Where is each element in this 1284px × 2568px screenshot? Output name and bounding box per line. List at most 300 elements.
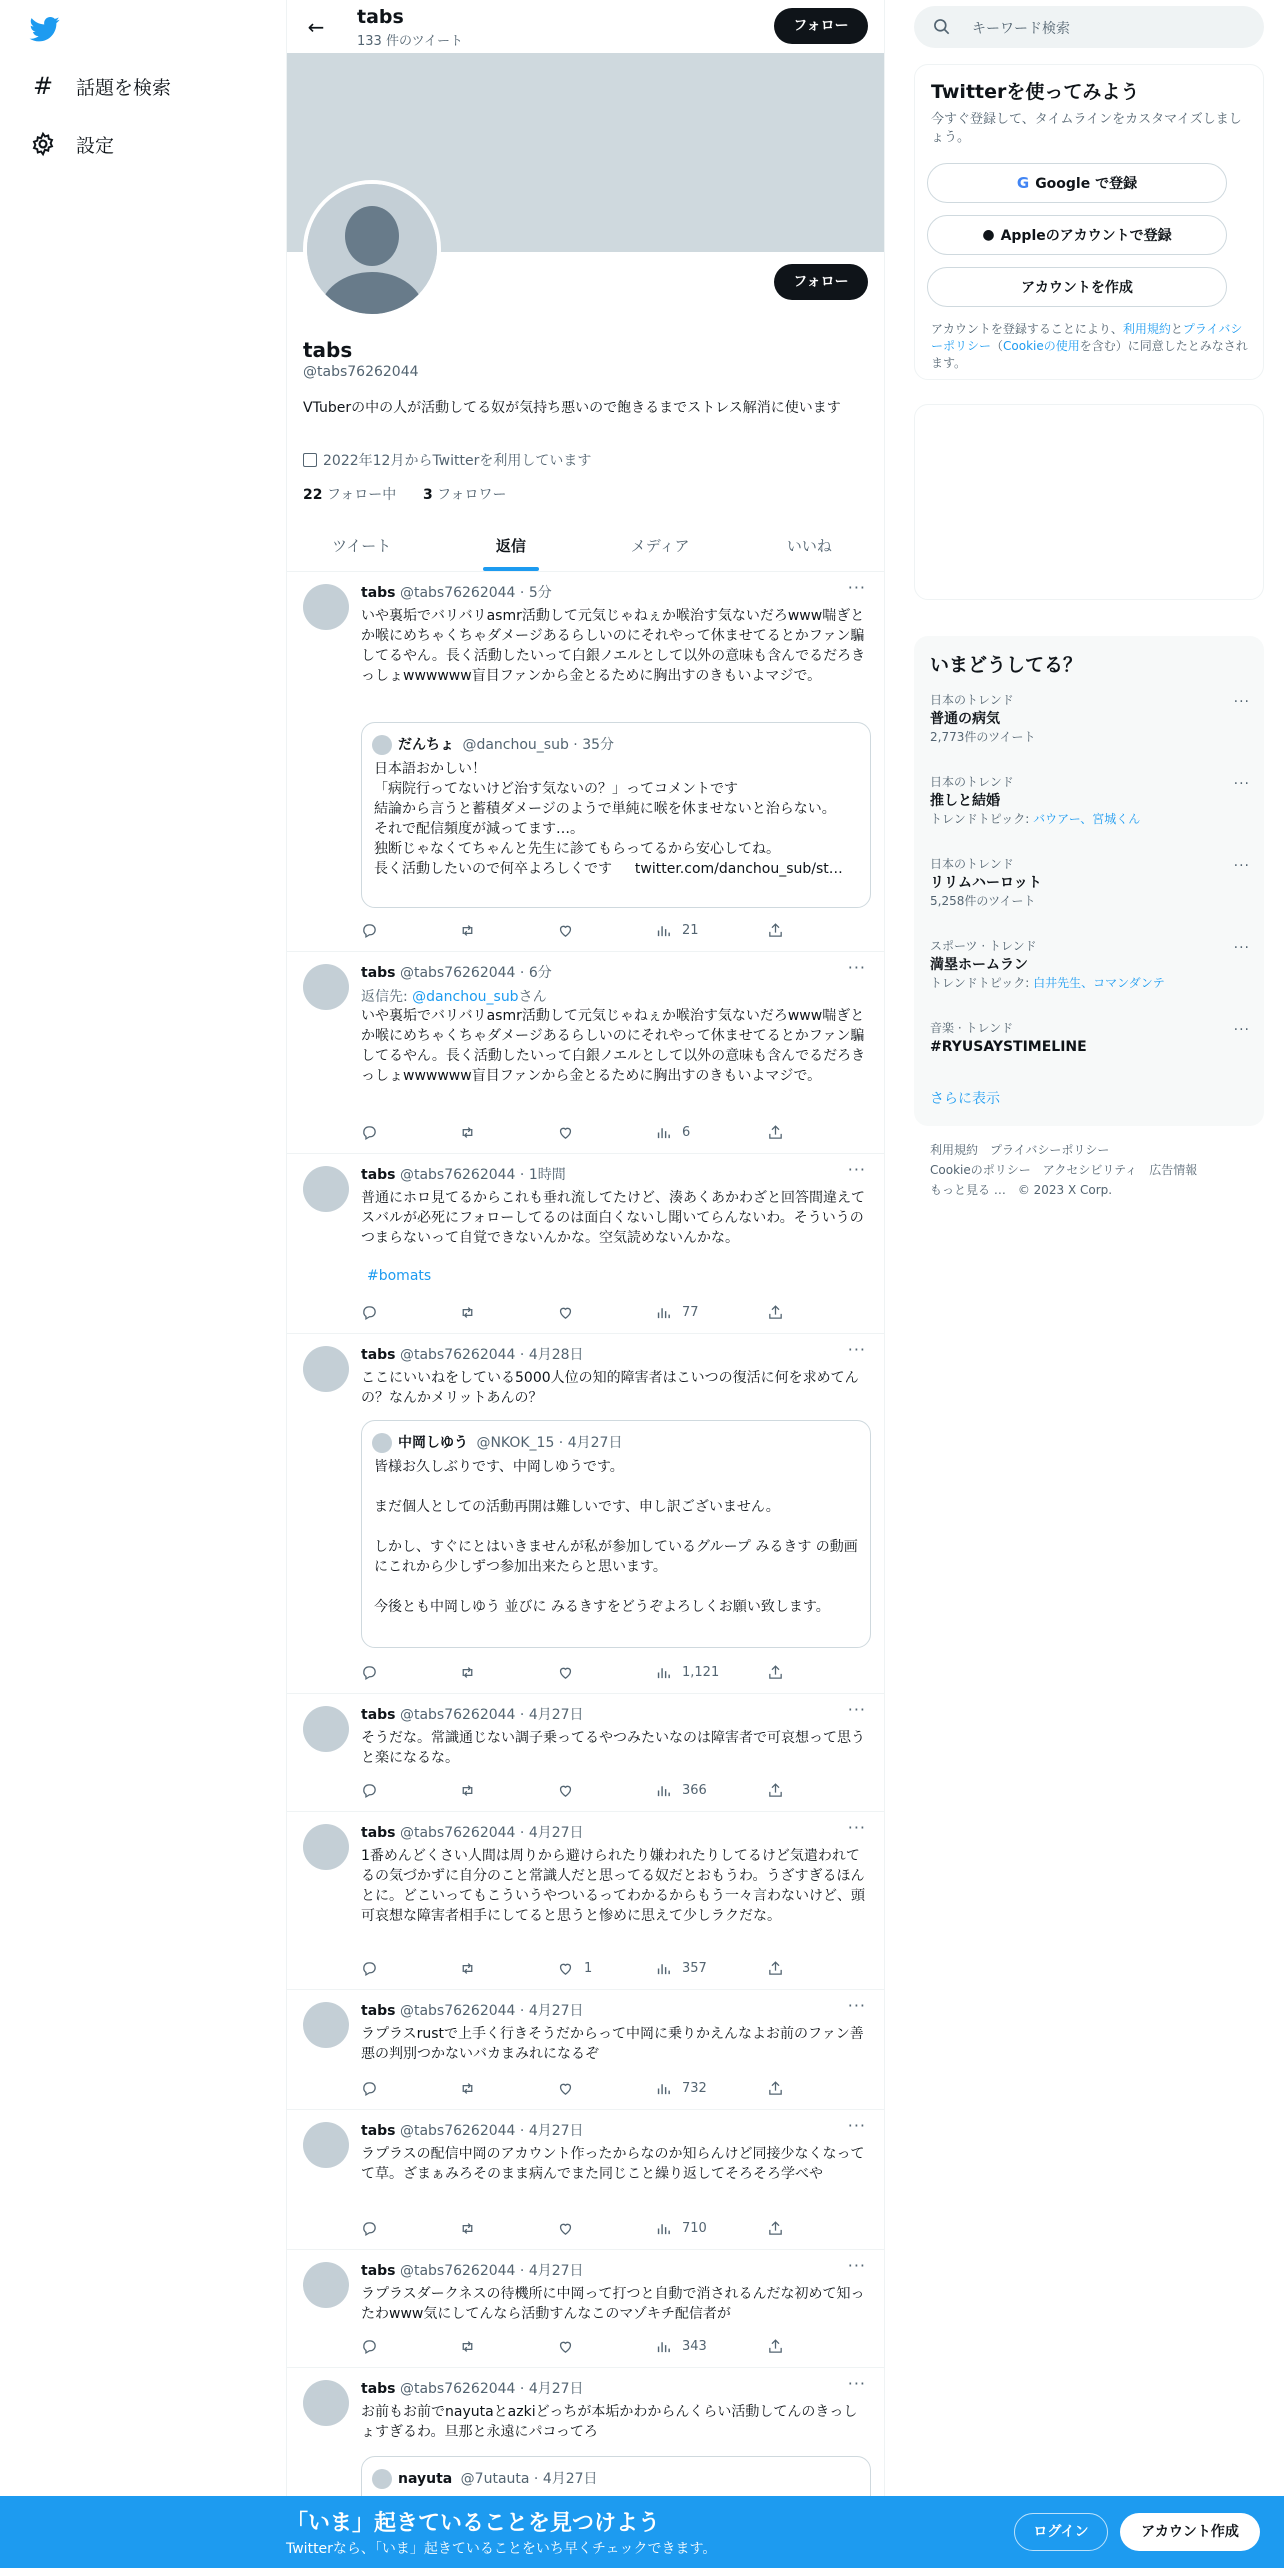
footer-links [930,1140,1250,1200]
trend-name: 普通の病気 [930,711,1000,727]
avatar[interactable] [303,2262,349,2308]
trends-show-more[interactable]: さらに表示 [930,1091,1000,1107]
more-options-icon[interactable]: ··· [847,2374,866,2393]
retweet-button[interactable] [459,1958,486,1978]
quoted-time-separator: · [554,1435,568,1451]
more-options-icon[interactable]: ··· [1233,776,1250,792]
avatar[interactable] [303,1824,349,1870]
like-button[interactable] [557,1122,584,1142]
trend-item[interactable] [930,1020,1250,1057]
tweet-author-handle: @tabs76262044 [399,965,516,981]
bottom-bar-subtitle: Twitterなら、「いま」起きていることをいち早くチェックできます。 [286,2541,717,2557]
trend-topics-prefix: トレンドトピック: [930,976,1034,990]
avatar[interactable] [303,2002,349,2048]
tweet-time-separator: · [515,2263,529,2279]
more-options-icon[interactable]: ··· [847,1160,866,1179]
views-count: 366 [682,1782,707,1798]
like-icon [557,922,574,939]
hashtag-link[interactable]: #bomats [367,1268,432,1284]
trend-category: 日本のトレンド [930,693,1014,707]
tweet-time-separator: · [515,1167,529,1183]
views-count: 357 [682,1960,707,1976]
views-icon [655,922,672,939]
search-input[interactable]: キーワード検索 [972,21,1070,37]
tweet-author-name[interactable]: tabs [361,2263,396,2279]
avatar[interactable] [303,1346,349,1392]
tweet-time-separator: · [515,1347,529,1363]
tweet-author-handle: @tabs76262044 [399,2123,516,2139]
retweet-icon [459,2220,476,2237]
views-icon [655,2338,672,2355]
retweet-icon [459,922,476,939]
empty-card [914,404,1264,600]
footer-privacy[interactable]: プライバシーポリシー [990,1143,1110,1157]
tweet-header [361,2120,584,2140]
retweet-icon [459,1960,476,1977]
reply-button[interactable] [361,2336,388,2356]
share-button[interactable] [767,1302,794,1322]
tweet-text: 普通にホロ見てるからこれも垂れ流してたけど、湊あくあかわざと回答間違えてスバルが必死にフォローしてるのは面白くないし聞いてらんないわ。そういうのつまらないって自覚できないんかな。空気読めないんかな。 [361,1190,865,1246]
quoted-avatar [372,2469,392,2489]
tweet-author-name[interactable]: tabs [361,1707,396,1723]
reply-icon [361,2080,378,2097]
search-box[interactable] [914,6,1264,48]
tweet-author-name[interactable]: tabs [361,585,396,601]
more-options-icon[interactable]: ··· [847,1700,866,1719]
reply-icon [361,1960,378,1977]
share-icon [767,2338,784,2355]
footer-more[interactable]: もっと見る … [930,1183,1006,1197]
apple-signup-button[interactable]: ● Appleのアカウントで登録 [927,215,1227,255]
tweet-time-separator: · [515,1707,529,1723]
like-icon [557,2338,574,2355]
like-count: 1 [584,1960,593,1976]
trend-name: #RYUSAYSTIMELINE [930,1039,1087,1055]
more-options-icon[interactable]: ··· [847,1996,866,2015]
share-button[interactable] [767,2336,794,2356]
tweet[interactable] [287,2250,884,2368]
views-count: 710 [682,2220,707,2236]
login-button[interactable]: ログイン [1014,2513,1108,2551]
default-avatar-icon [307,184,437,314]
joined-text: 2022年12月からTwitterを利用しています [323,453,592,469]
views-count: 77 [682,1304,699,1320]
tweet-time-separator: · [515,2003,529,2019]
tweet-header [361,2260,584,2280]
tweet-header [361,1822,584,1842]
quoted-header [398,2468,598,2488]
tab-replies[interactable]: 返信 [436,520,585,571]
tweet[interactable] [287,2110,884,2250]
tweet[interactable] [287,1154,884,1334]
tweet-author-name[interactable]: tabs [361,2123,396,2139]
trend-item[interactable] [930,938,1250,992]
profile-bio: VTuberの中の人が活動してる奴が気持ち悪いので飽きるまでストレス解消に使います [303,400,841,416]
tweet-text: ラプラスダークネスの待機所に中岡って打つと自動で消されるんだな初めて知ったわwww気にしてんなら活動すんなこのマゾキチ配信者が [361,2286,865,2322]
quoted-text: 日本語おかしい！ 「病院行ってないけど治す気ないの？」ってコメントです 結論から言うと蓄積ダメージのようで単純に喉を休ませないと治らない。 それで配信頻度が減ってます…。 独断じゃなくてちゃんと先生に診てもらってるから安心してね。 長く活動したいので何卒よろしくです twitter.com/danchou_sub/st… [374,761,843,877]
tweet-time[interactable]: 4月27日 [528,1707,584,1723]
back-arrow-icon[interactable]: ← [307,15,325,39]
avatar[interactable] [303,2122,349,2168]
avatar[interactable] [303,1166,349,1212]
share-icon [767,2080,784,2097]
reply-icon [361,1304,378,1321]
reply-icon [361,922,378,939]
trend-topics [930,975,1250,992]
like-icon [557,1124,574,1141]
quoted-tweet[interactable] [361,1420,871,1648]
share-button[interactable] [767,1780,794,1800]
tweet-time[interactable]: 4月27日 [528,2263,584,2279]
reply-context [361,986,547,1006]
tweet-author-name[interactable]: tabs [361,2003,396,2019]
follow-button[interactable]: フォロー [774,264,868,300]
views-count: 21 [682,922,699,938]
share-button[interactable] [767,920,794,940]
create-account-button[interactable]: アカウントを作成 [927,267,1227,307]
tab-likes[interactable]: いいね [786,537,832,555]
trends-card [914,636,1264,1126]
more-options-icon[interactable]: ··· [1233,694,1250,710]
views-button[interactable] [655,1662,719,1682]
avatar[interactable] [303,964,349,1010]
profile-name: tabs [303,338,353,362]
tweet-time[interactable]: 4月28日 [528,1347,584,1363]
views-icon [655,2220,672,2237]
quoted-author-name: 中岡しゆう [398,1435,468,1451]
retweet-button[interactable] [459,1780,486,1800]
quoted-tweet[interactable] [361,722,871,908]
tweet-text: ラプラスの配信中岡のアカウント作ったからなのか知らんけど同接少なくなってて草。ざまぁみろそのまま病んでまた同じこと繰り返してそろそろ学べや [361,2146,865,2182]
tweet-text: 1番めんどくさい人間は周りから避けられたり嫌われたりしてるけど気遣われてるの気づかずに自分のこと常識人だと思ってる奴だとおもうわ。うざすぎるほんとに。どこいってもこういうやついるってわかるからもう一々言わないけど、頭可哀想な障害者相手にしてると思うと惨めに思えて少しラクだな。 [361,1848,865,1924]
retweet-icon [459,1782,476,1799]
tweet-header [361,1344,584,1364]
terms-link[interactable]: 利用規約 [1122,322,1171,336]
tweet-actions [361,1958,801,1978]
tweet-author-handle: @tabs76262044 [399,1825,516,1841]
tweet[interactable] [287,1990,884,2110]
retweet-button[interactable] [459,1662,486,1682]
like-button[interactable] [557,1662,584,1682]
tweet-author-name[interactable]: tabs [361,1825,396,1841]
quoted-header [398,1432,622,1452]
tweet-time-separator: · [515,1825,529,1841]
retweet-button[interactable] [459,920,486,940]
tweet-author-name[interactable]: tabs [361,1347,396,1363]
tweet[interactable] [287,572,884,952]
more-options-icon[interactable]: ··· [847,1818,866,1837]
reply-button[interactable] [361,1302,388,1322]
nav-settings-label: 設定 [76,134,115,157]
tweet-header [361,1164,566,1184]
like-button[interactable] [557,2336,584,2356]
quoted-text: 皆様お久しぶりです、中岡しゆうです。 まだ個人としての活動再開は難しいです、申し訳ございません。 しかし、すぐにとはいきませんが私が参加しているグループ みるきす の動画にこれから少しずつ参加出来たらと思います。 今後とも中岡しゆう 並びに みるきすをどうぞよろしくお願い致します。 [374,1459,858,1615]
tweet[interactable] [287,1812,884,1990]
cookie-link[interactable]: Cookieの使用 [1003,339,1080,353]
views-icon [655,1664,672,1681]
like-button[interactable] [557,1958,592,1978]
views-button[interactable] [655,2078,707,2098]
trend-category: 日本のトレンド [930,857,1014,871]
nav-explore-label: 話題を検索 [76,76,172,99]
privacy-link[interactable]: プライバシーポリシー [931,322,1243,353]
more-options-icon[interactable]: ··· [847,1340,866,1359]
reply-icon [361,2220,378,2237]
views-icon [655,1782,672,1799]
tweet-header [361,1704,584,1724]
tweet-actions [361,1662,801,1682]
trend-name: 満塁ホームラン [930,957,1028,973]
search-icon [932,17,952,37]
retweet-button[interactable] [459,2218,486,2238]
tweet-time[interactable]: 4月27日 [528,2381,584,2397]
reply-icon [361,1664,378,1681]
tweet-text: いや裏垢でバリバリasmr活動して元気じゃねぇか喉治す気ないだろwww喘ぎとか喉にめちゃくちゃダメージあるらしいのにそれやって休ませてるとかファン騙してるやん。長く活動したいって白銀ノエルとして以外の意味も含んでるだろきっしょwwwwww盲目ファンから金とるために胸出すのきもいよマジで。 [361,1008,866,1084]
trend-item[interactable] [930,692,1250,746]
signup-legal: アカウントを登録することにより、利用規約とプライバシーポリシー（Cookieの使用を含む）に同意したとみなされます。 [931,322,1248,370]
tweet-actions [361,1122,801,1142]
reply-button[interactable] [361,920,388,940]
tweet-header [361,2378,584,2398]
tweet-time-separator: · [515,2123,529,2139]
like-icon [557,1960,574,1977]
trend-count: 2,773件のツイート [930,730,1036,744]
tweet-author-handle: @tabs76262044 [399,585,516,601]
trend-category: スポーツ · トレンド [930,939,1037,953]
retweet-button[interactable] [459,2336,486,2356]
views-button[interactable] [655,1958,707,1978]
tweet-header [361,962,552,982]
views-icon [655,1304,672,1321]
tweet-time[interactable]: 1時間 [528,1167,566,1183]
tweet-author-name[interactable]: tabs [361,965,396,981]
quoted-author-handle: @NKOK_15 [476,1435,555,1451]
header-profile-name: tabs [357,6,404,28]
reply-button[interactable] [361,1780,388,1800]
quoted-time: 4月27日 [567,1435,623,1451]
tweet-text: ここにいいねをしている5000人位の知的障害者はこいつの復活に何を求めてんの？なんかメリットあんの？ [361,1370,859,1406]
footer-copyright: © 2023 X Corp. [1017,1183,1113,1197]
tweet-time[interactable]: 4月27日 [528,2003,584,2019]
more-options-icon[interactable]: ··· [847,2256,866,2275]
quoted-author-handle: @danchou_sub [462,737,569,753]
share-icon [767,1664,784,1681]
reply-suffix: さん [518,989,547,1005]
trend-category: 音楽 · トレンド [930,1021,1014,1035]
reply-button[interactable] [361,2078,388,2098]
profile-tabs [287,520,884,572]
tweet-time-separator: · [515,2381,529,2397]
tweet-actions [361,1780,801,1800]
tweet-author-handle: @tabs76262044 [399,1167,516,1183]
like-button[interactable] [557,2078,584,2098]
tweet-author-handle: @tabs76262044 [399,1707,516,1723]
tweet-time-separator: · [515,965,529,981]
footer-cookie[interactable]: Cookieのポリシー [930,1163,1031,1177]
trend-count: 5,258件のツイート [930,894,1036,908]
like-icon [557,1782,574,1799]
tweet-author-handle: @tabs76262044 [399,2381,516,2397]
nav-explore[interactable] [30,66,171,106]
quoted-author-name: だんちょ [398,737,454,753]
tweet[interactable] [287,1334,884,1694]
tweet-text: お前もお前でnayutaとazkiどっちが本垢かわからんくらい活動してんのきっしょすぎるわ。旦那と永遠にパコってろ [361,2404,858,2440]
more-options-icon[interactable]: ··· [847,2116,866,2135]
tweet-author-handle: @tabs76262044 [399,2263,516,2279]
quoted-time-separator: · [568,737,583,753]
more-options-icon[interactable]: ··· [847,578,866,597]
reply-button[interactable] [361,2218,388,2238]
tweet-time[interactable]: 6分 [528,965,552,981]
nav-settings[interactable] [30,124,114,164]
views-icon [655,1124,672,1141]
views-button[interactable] [655,920,699,940]
following-link[interactable]: 22 フォロー中 [303,487,397,503]
views-icon [655,1960,672,1977]
reply-button[interactable] [361,1662,388,1682]
like-icon [557,2220,574,2237]
share-button[interactable] [767,1662,794,1682]
tweet-time[interactable]: 4月27日 [528,2123,584,2139]
trend-item[interactable] [930,774,1250,828]
retweet-button[interactable] [459,2078,486,2098]
trend-name: リリムハーロット [930,875,1042,891]
avatar[interactable] [303,2380,349,2426]
tab-media[interactable]: メディア [630,537,690,555]
google-icon: G [1016,174,1030,192]
retweet-icon [459,1664,476,1681]
reply-prefix: 返信先: [361,989,413,1005]
tweet[interactable] [287,952,884,1154]
tweet-author-handle: @tabs76262044 [399,1347,516,1363]
bottom-bar-title: 「いま」起きていることを見つけよう [286,2511,661,2536]
tweet-actions [361,2078,801,2098]
follow-stats [303,484,506,504]
twitter-logo-icon[interactable] [28,14,62,44]
share-icon [767,2220,784,2237]
trend-topic-links[interactable]: バウアー、宮城くん [1033,812,1141,826]
share-icon [767,1960,784,1977]
views-count: 343 [682,2338,707,2354]
quoted-time-separator: · [529,2471,543,2487]
retweet-button[interactable] [459,1302,486,1322]
retweet-icon [459,2080,476,2097]
signup-title: Twitterを使ってみよう [931,81,1140,103]
tweet-actions [361,1302,801,1322]
views-icon [655,2080,672,2097]
share-button[interactable] [767,2078,794,2098]
trend-item[interactable] [930,856,1250,910]
header-tweet-count: 133 件のツイート [357,34,464,49]
like-button[interactable] [557,1780,584,1800]
tweet[interactable] [287,1694,884,1812]
share-button[interactable] [767,1122,794,1142]
reply-to-link[interactable]: @danchou_sub [412,989,519,1005]
signup-button[interactable]: アカウント作成 [1120,2513,1260,2551]
trend-topic-links[interactable]: 白井先生、コマンダンテ [1033,976,1165,990]
tweet-text: ラプラスrustで上手く行きそうだからって中岡に乗りかえんなよお前のファン善悪の判別つかないバカまみれになるぞ [361,2026,864,2062]
avatar[interactable] [303,1706,349,1752]
reply-icon [361,2338,378,2355]
like-button[interactable] [557,920,584,940]
share-icon [767,1782,784,1799]
views-button[interactable] [655,1302,699,1322]
quoted-header [398,734,614,754]
retweet-icon [459,2338,476,2355]
signup-subtitle: 今すぐ登録して、タイムラインをカスタマイズしましょう。 [931,112,1242,145]
tweet-author-name[interactable]: tabs [361,1167,396,1183]
like-icon [557,1304,574,1321]
hashtag-icon: # [32,72,54,100]
tweet-time[interactable]: 4月27日 [528,1825,584,1841]
tweet-time[interactable]: 5分 [528,585,552,601]
footer-ads[interactable]: 広告情報 [1149,1163,1198,1177]
retweet-button[interactable] [459,1122,486,1142]
followers-link[interactable]: 3 フォロワー [422,487,507,503]
quoted-author-name: nayuta [398,2471,453,2487]
profile-joined [303,450,591,470]
like-button[interactable] [557,2218,584,2238]
share-button[interactable] [767,1958,794,1978]
tweet-actions [361,2218,801,2238]
tweet-time-separator: · [515,585,529,601]
reply-button[interactable] [361,1958,388,1978]
trends-title: いまどうしてる？ [930,654,1083,676]
google-signup-button[interactable]: G Google で登録 [927,163,1227,203]
more-options-icon[interactable]: ··· [1233,1022,1250,1038]
footer-terms[interactable]: 利用規約 [930,1143,979,1157]
reply-icon [361,1782,378,1799]
tweet-header [361,582,552,602]
trend-category: 日本のトレンド [930,775,1014,789]
retweet-icon [459,1304,476,1321]
gear-icon [30,131,56,157]
views-button[interactable] [655,2218,707,2238]
main-column [286,0,885,2568]
tweet-text: いや裏垢でバリバリasmr活動して元気じゃねぇか喉治す気ないだろwww喘ぎとか喉にめちゃくちゃダメージあるらしいのにそれやって休ませてるとかファン騙してるやん。長く活動したいって白銀ノエルとして以外の意味も含んでるだろきっしょwwwwww盲目ファンから金とるために胸出すのきもいよマジで。 [361,608,866,684]
like-icon [557,1664,574,1681]
profile-avatar[interactable] [303,180,441,318]
views-count: 6 [682,1124,691,1140]
share-icon [767,1304,784,1321]
like-button[interactable] [557,1302,584,1322]
share-icon [767,1124,784,1141]
share-button[interactable] [767,2218,794,2238]
more-options-icon[interactable]: ··· [847,958,866,977]
tweet-text: そうだな。常識通じない調子乗ってるやつみたいなのは障害者で可哀想って思うと楽になるな。 [361,1730,865,1766]
follow-button-header[interactable]: フォロー [774,8,868,44]
apple-icon: ● [982,227,995,243]
reply-button[interactable] [361,1122,388,1142]
trend-topics [930,811,1250,828]
trend-name: 推しと結婚 [930,793,1000,809]
more-options-icon[interactable]: ··· [1233,858,1250,874]
quoted-avatar [372,1433,392,1453]
tab-tweets[interactable]: ツイート [331,537,392,555]
views-count: 732 [682,2080,707,2096]
views-button[interactable] [655,2336,707,2356]
views-button[interactable] [655,1122,690,1142]
quoted-author-handle: @7utauta [460,2471,530,2487]
tweet-author-name[interactable]: tabs [361,2381,396,2397]
avatar[interactable] [303,584,349,630]
reply-icon [361,1124,378,1141]
views-button[interactable] [655,1780,707,1800]
tweet-author-handle: @tabs76262044 [399,2003,516,2019]
footer-accessibility[interactable]: アクセシビリティ [1042,1163,1138,1177]
trend-topics-prefix: トレンドトピック: [930,812,1034,826]
more-options-icon[interactable]: ··· [1233,940,1250,956]
